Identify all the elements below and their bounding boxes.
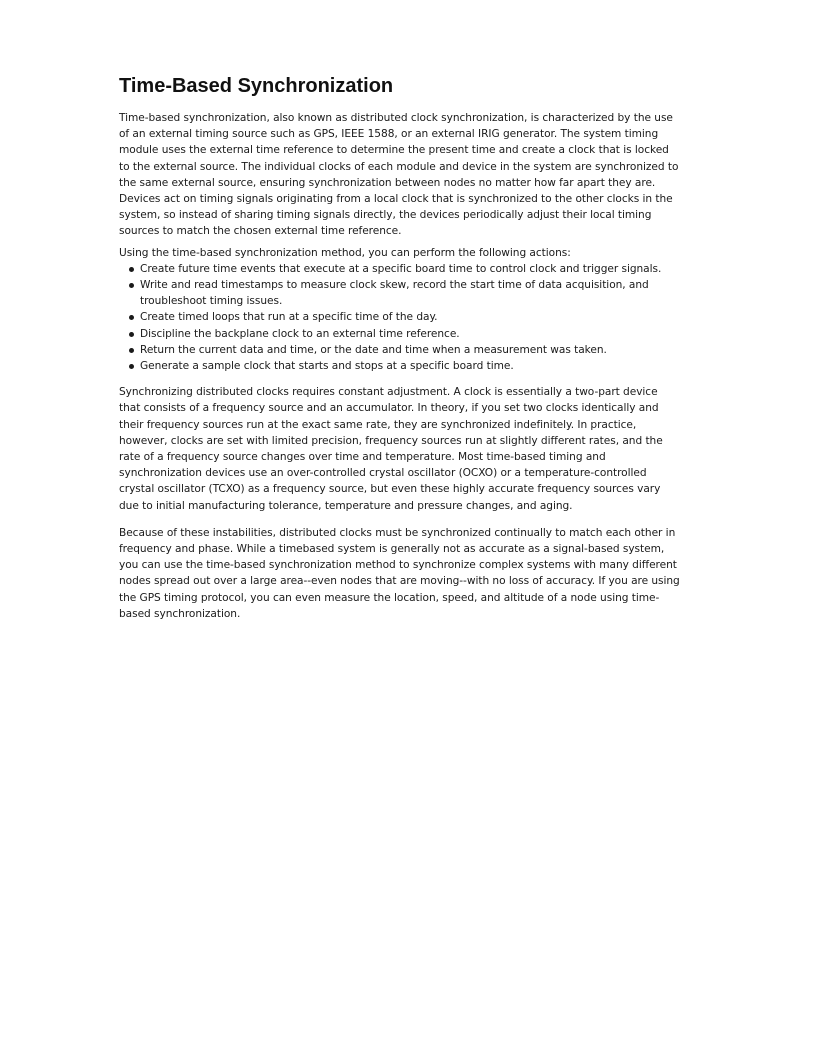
list-item bbox=[119, 309, 681, 325]
actions-list bbox=[119, 261, 681, 374]
list-intro: Using the time-based synchronization method, you can perform the following actions: bbox=[119, 246, 571, 259]
list-item-text: Create future time events that execute at a specific board time to control clock and trigger signals. bbox=[140, 262, 662, 275]
list-item bbox=[119, 326, 681, 342]
paragraph-intro: Time-based synchronization, also known as distributed clock synchronization, is characterized by the use of an external timing source such as GPS, IEEE 1588, or an external IRIG generator. The system timing module uses the external time reference to determine the present time and create a clock that is locked to the external source. The individual clocks of each module and device in the system are synchronized to the same external source, ensuring synchronization between nodes no matter how far apart they are. Devices act on timing signals originating from a local clock that is synchronized to the other clocks in the system, so instead of sharing timing signals directly, the devices periodically adjust their local timing sources to match the chosen external time reference. bbox=[119, 112, 679, 238]
list-item-text: Return the current data and time, or the date and time when a measurement was taken. bbox=[140, 343, 607, 356]
bullet-icon bbox=[129, 283, 134, 288]
list-item-text: Discipline the backplane clock to an external time reference. bbox=[140, 327, 460, 340]
list-item-text: Write and read timestamps to measure clock skew, record the start time of data acquisition, and troubleshoot timing issues. bbox=[140, 279, 649, 308]
list-item bbox=[119, 261, 681, 277]
paragraph-clock-adjustment: Synchronizing distributed clocks requires constant adjustment. A clock is essentially a two-part device that consists of a frequency source and an accumulator. In theory, if you set two clocks identically and their frequency sources run at the exact same rate, they are synchronized indefinitely. In practice, however, clocks are set with limited precision, frequency sources run at slightly different rates, and the rate of a frequency source changes over time and temperature. Most time-based timing and synchronization devices use an over-controlled crystal oscillator (OCXO) or a temperature-controlled crystal oscillator (TCXO) as a frequency source, but even these highly accurate frequency sources vary due to initial manufacturing tolerance, temperature and pressure changes, and aging. bbox=[119, 386, 663, 512]
list-item bbox=[119, 277, 681, 309]
list-item-text: Create timed loops that run at a specific time of the day. bbox=[140, 311, 438, 324]
bullet-icon bbox=[129, 267, 134, 272]
bullet-icon bbox=[129, 332, 134, 337]
document-page bbox=[119, 72, 681, 622]
list-item bbox=[119, 342, 681, 358]
page-title: Time-Based Synchronization bbox=[119, 75, 394, 97]
paragraph-instabilities: Because of these instabilities, distributed clocks must be synchronized continually to match each other in frequency and phase. While a timebased system is generally not as accurate as a signal-based system, you can use the time-based synchronization method to synchronize complex systems with many different nodes spread out over a large area--even nodes that are moving--with no loss of accuracy. If you are using the GPS timing protocol, you can even measure the location, speed, and altitude of a node using time-based synchronization. bbox=[119, 526, 680, 620]
bullet-icon bbox=[129, 364, 134, 369]
bullet-icon bbox=[129, 315, 134, 320]
list-item-text: Generate a sample clock that starts and stops at a specific board time. bbox=[140, 360, 514, 373]
bullet-icon bbox=[129, 348, 134, 353]
list-item bbox=[119, 358, 681, 374]
